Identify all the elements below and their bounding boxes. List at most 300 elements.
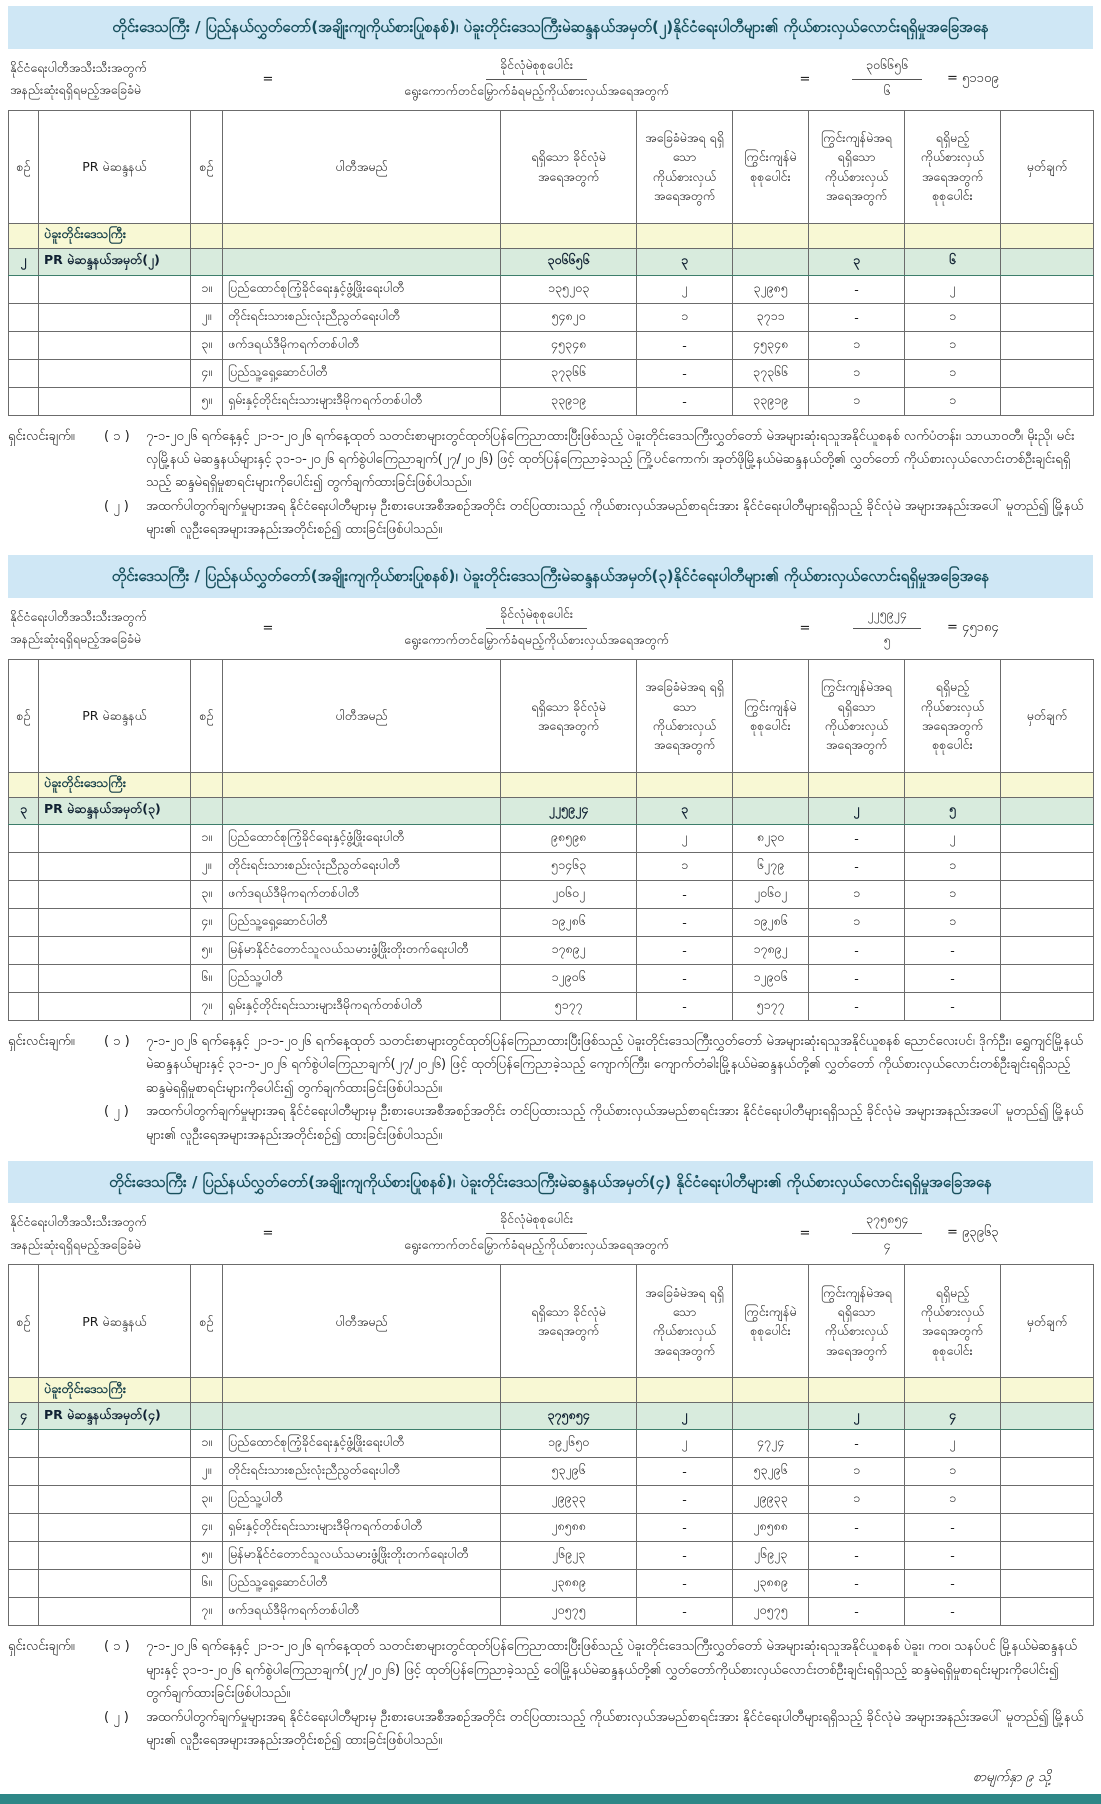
formula-values-fraction xyxy=(827,606,947,651)
party-no-cell: ၂။ xyxy=(191,1458,223,1486)
party-base_seats-cell: - xyxy=(637,936,733,964)
party-no-cell: ၅။ xyxy=(191,1542,223,1570)
party-base_seats-cell: ၁ xyxy=(637,852,733,880)
summary-base_seats-cell: ၃ xyxy=(637,797,733,824)
formula-label xyxy=(10,1211,246,1256)
party-name-cell: မြန်မာနိုင်ငံတောင်သူလယ်သမားဖွံ့ဖြိုးတိုးတက်ရေးပါတီ xyxy=(223,936,501,964)
empty-cell xyxy=(191,1378,223,1403)
empty-cell xyxy=(9,275,39,303)
note-items xyxy=(104,1030,1087,1147)
party-name-cell: ရှမ်းနှင့်တိုင်းရင်းသားများဒီမိုကရက်တစ်ပါတီ xyxy=(223,387,501,415)
empty-cell xyxy=(223,1403,501,1430)
header-row xyxy=(9,110,1094,223)
party-name-cell: တိုင်းရင်းသားစည်းလုံးညီညွတ်ရေးပါတီ xyxy=(223,1458,501,1486)
report-section xyxy=(8,555,1093,1156)
party-valid_votes-cell: ၅၄၈၂၀ xyxy=(501,303,637,331)
party-base_seats-cell: ၂ xyxy=(637,275,733,303)
party-remark-cell xyxy=(1001,1514,1094,1542)
party-no-cell: ၂။ xyxy=(191,303,223,331)
bottom-accent-bar xyxy=(0,1794,1101,1804)
party-total_seats-cell: - xyxy=(905,1514,1001,1542)
party-row xyxy=(9,303,1094,331)
party-remainder_votes-cell: ၆၂၇၉ xyxy=(733,852,809,880)
summary-no-cell: ၄ xyxy=(9,1403,39,1430)
party-valid_votes-cell: ၅၁၇၇ xyxy=(501,992,637,1020)
party-remainder_seats-cell: ၁ xyxy=(809,1486,905,1514)
empty-cell xyxy=(39,1598,191,1626)
empty-cell xyxy=(39,359,191,387)
empty-cell xyxy=(223,772,501,797)
formula-fraction xyxy=(290,606,783,651)
party-valid_votes-cell: ၁၂၉၀၆ xyxy=(501,964,637,992)
party-remark-cell xyxy=(1001,1570,1094,1598)
party-remainder_seats-cell: - xyxy=(809,275,905,303)
party-base_seats-cell: - xyxy=(637,1542,733,1570)
party-total_seats-cell: ၁ xyxy=(905,331,1001,359)
constituency-summary-row xyxy=(9,1403,1094,1430)
party-remainder_votes-cell: ၂၈၅၈၈ xyxy=(733,1514,809,1542)
section-title: တိုင်းဒေသကြီး / ပြည်နယ်လွှတ်တော်(အချိုးကျကိုယ်စားပြုစနစ်)၊ ပဲခူးတိုင်းဒေသကြီးမဲဆန္ဒနယ်အမှတ်(၃)နိုင်ငံရေးပါတီများ၏ ကိုယ်စားလှယ်လောင်းရရှိမှုအခြေအနေ xyxy=(8,555,1093,598)
party-row xyxy=(9,824,1094,852)
summary-remark-cell xyxy=(1001,797,1094,824)
column-header: PR မဲဆန္ဒနယ် xyxy=(39,110,191,223)
party-total_seats-cell: ၁ xyxy=(905,387,1001,415)
empty-cell xyxy=(191,223,223,248)
party-row xyxy=(9,1514,1094,1542)
empty-cell xyxy=(9,387,39,415)
empty-cell xyxy=(809,223,905,248)
note-item xyxy=(104,495,1087,542)
party-remark-cell xyxy=(1001,992,1094,1020)
summary-constituency-cell: PR မဲဆန္ဒနယ်အမှတ်(၃) xyxy=(39,797,191,824)
party-total_seats-cell: ၁ xyxy=(905,880,1001,908)
party-remainder_votes-cell: ၂၆၉၂၃ xyxy=(733,1542,809,1570)
note-number: ( ၁ ) xyxy=(104,1639,130,1655)
column-header: အခြေခံမဲအရ ရရှိသော ကိုယ်စားလှယ် အရေအတွက် xyxy=(637,110,733,223)
party-remainder_votes-cell: ၃၂၉၈၅ xyxy=(733,275,809,303)
party-row xyxy=(9,1570,1094,1598)
equals-sign: = xyxy=(799,71,811,87)
party-no-cell: ၅။ xyxy=(191,387,223,415)
equals-sign: = xyxy=(262,1226,274,1242)
results-table xyxy=(8,659,1094,1021)
equals-sign: = xyxy=(262,71,274,87)
empty-cell xyxy=(39,387,191,415)
region-label-cell: ပဲခူးတိုင်းဒေသကြီး xyxy=(39,772,191,797)
empty-cell xyxy=(501,1378,637,1403)
party-remainder_seats-cell: ၁ xyxy=(809,1458,905,1486)
party-remark-cell xyxy=(1001,387,1094,415)
empty-cell xyxy=(733,1378,809,1403)
notes-label: ရှင်းလင်းချက်။ xyxy=(8,1639,75,1655)
empty-cell xyxy=(9,824,39,852)
empty-cell xyxy=(905,1378,1001,1403)
notes-label: ရှင်းလင်းချက်။ xyxy=(8,428,75,444)
party-valid_votes-cell: ၃၃၉၁၉ xyxy=(501,387,637,415)
empty-cell xyxy=(637,223,733,248)
column-header: မှတ်ချက် xyxy=(1001,659,1094,772)
party-remainder_seats-cell: - xyxy=(809,852,905,880)
empty-cell xyxy=(223,1378,501,1403)
party-remainder_votes-cell: ၂၃၈၈၉ xyxy=(733,1570,809,1598)
empty-cell xyxy=(9,303,39,331)
summary-no-cell: ၃ xyxy=(9,797,39,824)
party-remainder_votes-cell: ၂၀၆၀၂ xyxy=(733,880,809,908)
column-header: ပါတီအမည် xyxy=(223,110,501,223)
party-total_seats-cell: ၂ xyxy=(905,275,1001,303)
empty-cell xyxy=(39,964,191,992)
party-row xyxy=(9,359,1094,387)
empty-cell xyxy=(9,331,39,359)
summary-constituency-cell: PR မဲဆန္ဒနယ်အမှတ်(၂) xyxy=(39,248,191,275)
party-valid_votes-cell: ၅၃၂၉၆ xyxy=(501,1458,637,1486)
party-remainder_seats-cell: - xyxy=(809,992,905,1020)
party-remark-cell xyxy=(1001,331,1094,359)
party-remainder_seats-cell: ၁ xyxy=(809,359,905,387)
party-row xyxy=(9,1430,1094,1458)
note-number: ( ၂ ) xyxy=(104,1104,129,1120)
empty-cell xyxy=(9,1458,39,1486)
party-remark-cell xyxy=(1001,880,1094,908)
party-base_seats-cell: ၂ xyxy=(637,824,733,852)
party-remark-cell xyxy=(1001,852,1094,880)
quota-formula xyxy=(8,1209,1093,1264)
party-name-cell: ဖက်ဒရယ်ဒီမိုကရက်တစ်ပါတီ xyxy=(223,1598,501,1626)
party-total_seats-cell: - xyxy=(905,936,1001,964)
party-base_seats-cell: - xyxy=(637,359,733,387)
summary-valid_votes-cell: ၃၀၆၆၅၆ xyxy=(501,248,637,275)
empty-cell xyxy=(9,772,39,797)
constituency-summary-row xyxy=(9,797,1094,824)
formula-label-line1: နိုင်ငံရေးပါတီအသီးသီးအတွက် xyxy=(10,1214,147,1230)
fraction-denominator-value: ၄ xyxy=(883,1237,891,1253)
formula-label-line1: နိုင်ငံရေးပါတီအသီးသီးအတွက် xyxy=(10,59,147,75)
formula-fraction xyxy=(290,1211,783,1256)
column-header: ကြွင်းကျန်မဲ စုစုပေါင်း xyxy=(733,659,809,772)
summary-constituency-cell: PR မဲဆန္ဒနယ်အမှတ်(၄) xyxy=(39,1403,191,1430)
column-header: စဉ် xyxy=(9,659,39,772)
column-header: PR မဲဆန္ဒနယ် xyxy=(39,1265,191,1378)
column-header: စဉ် xyxy=(191,110,223,223)
party-base_seats-cell: - xyxy=(637,964,733,992)
party-total_seats-cell: - xyxy=(905,1598,1001,1626)
fraction-denominator-label: ရွေးကောက်တင်မြှောက်ခံရမည့်ကိုယ်စားလှယ်အရေအတွက် xyxy=(404,82,669,98)
party-no-cell: ၃။ xyxy=(191,1486,223,1514)
party-remainder_seats-cell: ၁ xyxy=(809,880,905,908)
empty-cell xyxy=(809,772,905,797)
party-row xyxy=(9,331,1094,359)
sections-container xyxy=(8,6,1093,1762)
party-valid_votes-cell: ၁၃၅၂၀၃ xyxy=(501,275,637,303)
party-remainder_seats-cell: - xyxy=(809,1598,905,1626)
party-name-cell: ပြည်သူ့ရှေ့ဆောင်ပါတီ xyxy=(223,908,501,936)
note-item xyxy=(104,1635,1087,1705)
party-valid_votes-cell: ၁၉၂၆၅၀ xyxy=(501,1430,637,1458)
empty-cell xyxy=(637,1378,733,1403)
empty-cell xyxy=(223,797,501,824)
column-header: ရရှိသော ခိုင်လုံမဲအရေအတွက် xyxy=(501,110,637,223)
formula-values-fraction xyxy=(827,1211,947,1256)
empty-cell xyxy=(637,772,733,797)
empty-cell xyxy=(1001,772,1094,797)
note-number: ( ၂ ) xyxy=(104,1709,129,1725)
party-base_seats-cell: - xyxy=(637,1486,733,1514)
column-header: ရရှိမည့် ကိုယ်စားလှယ် အရေအတွက် စုစုပေါင်း xyxy=(905,110,1001,223)
region-row xyxy=(9,223,1094,248)
table-head xyxy=(9,659,1094,772)
empty-cell xyxy=(9,1514,39,1542)
fraction-numerator-label: ခိုင်လုံမဲစုစုပေါင်း xyxy=(486,57,587,80)
party-row xyxy=(9,275,1094,303)
formula-fraction xyxy=(290,57,783,102)
party-valid_votes-cell: ၂၀၅၇၅ xyxy=(501,1598,637,1626)
party-name-cell: ပြည်သူ့ပါတီ xyxy=(223,1486,501,1514)
note-text: အထက်ပါတွက်ချက်မှုများအရ နိုင်ငံရေးပါတီများမှ ဦးစားပေးအစီအစဉ်အတိုင်း တင်ပြထားသည့် ကိုယ်စားလှယ်အမည်စာရင်းအား နိုင်ငံရေးပါတီများရရှိသည့် ခိုင်လုံမဲ အများအနည်းအပေါ် မူတည်၍ မြို့နယ်များ၏ လူဦးရေအများအနည်းအတိုင်းစဉ်၍ ထားခြင်းဖြစ်ပါသည်။ xyxy=(146,1709,1084,1748)
page-footer-note: စာမျက်နှာ ၉ သို့ xyxy=(973,1769,1051,1786)
empty-cell xyxy=(39,1542,191,1570)
party-remainder_votes-cell: ၁၂၉၀၆ xyxy=(733,964,809,992)
party-remainder_votes-cell: ၁၉၂၈၆ xyxy=(733,908,809,936)
column-header: စဉ် xyxy=(9,110,39,223)
empty-cell xyxy=(39,303,191,331)
empty-cell xyxy=(9,1570,39,1598)
party-remainder_votes-cell: ၂၀၅၇၅ xyxy=(733,1598,809,1626)
empty-cell xyxy=(9,964,39,992)
column-header: PR မဲဆန္ဒနယ် xyxy=(39,659,191,772)
empty-cell xyxy=(191,772,223,797)
party-remainder_votes-cell: ၄၅၃၄၈ xyxy=(733,331,809,359)
party-name-cell: တိုင်းရင်းသားစည်းလုံးညီညွတ်ရေးပါတီ xyxy=(223,852,501,880)
table-body xyxy=(9,1378,1094,1626)
column-header: ပါတီအမည် xyxy=(223,1265,501,1378)
empty-cell xyxy=(501,772,637,797)
party-no-cell: ၃။ xyxy=(191,880,223,908)
fraction-denominator-value: ၆ xyxy=(883,82,891,98)
region-row xyxy=(9,1378,1094,1403)
note-item xyxy=(104,1100,1087,1147)
summary-remainder_votes-cell xyxy=(733,1403,809,1430)
party-base_seats-cell: - xyxy=(637,1570,733,1598)
party-no-cell: ၃။ xyxy=(191,331,223,359)
party-total_seats-cell: ၂ xyxy=(905,824,1001,852)
party-remainder_votes-cell: ၂၉၉၃၃ xyxy=(733,1486,809,1514)
party-valid_votes-cell: ၁၉၂၈၆ xyxy=(501,908,637,936)
party-remainder_seats-cell: - xyxy=(809,964,905,992)
party-no-cell: ၇။ xyxy=(191,1598,223,1626)
empty-cell xyxy=(1001,223,1094,248)
party-total_seats-cell: ၁ xyxy=(905,1458,1001,1486)
empty-cell xyxy=(39,936,191,964)
empty-cell xyxy=(191,1403,223,1430)
fraction-numerator-label: ခိုင်လုံမဲစုစုပေါင်း xyxy=(486,1211,587,1234)
party-remainder_seats-cell: - xyxy=(809,1570,905,1598)
party-row xyxy=(9,992,1094,1020)
party-row xyxy=(9,387,1094,415)
region-row xyxy=(9,772,1094,797)
empty-cell xyxy=(9,223,39,248)
party-valid_votes-cell: ၃၇၃၆၆ xyxy=(501,359,637,387)
note-text: ၇-၁-၂၀၂၆ ရက်နေ့နှင့် ၂၁-၁-၂၀၂၆ ရက်နေ့ထုတ် သတင်းစာများတွင်ထုတ်ပြန်ကြေညာထားပြီးဖြစ်သည့် ပဲခူးတိုင်းဒေသကြီးလွှတ်တော် မဲအများဆုံးရသူအနိုင်ယူစနစ် ပဲခူး၊ ကဝ၊ သနပ်ပင် မြို့နယ်မဲဆန္ဒနယ်များနှင့် ၃၁-၁-၂၀၂၆ ရက်စွဲပါကြေညာချက်(၂၇/၂၀၂၆) ဖြင့် ထုတ်ပြန်ကြေညာခဲ့သည့် ဝေါမြို့နယ်မဲဆန္ဒနယ်တို့၏ လွှတ်တော်ကိုယ်စားလှယ်လောင်းတစ်ဦးချင်းရရှိသည့် ဆန္ဒမဲရရှိမှုစာရင်းများကိုပေါင်း၍ တွက်ချက်ထားခြင်းဖြစ်ပါသည်။ xyxy=(146,1639,1077,1702)
note-item xyxy=(104,425,1087,495)
party-no-cell: ၁။ xyxy=(191,824,223,852)
empty-cell xyxy=(191,248,223,275)
empty-cell xyxy=(733,772,809,797)
party-remark-cell xyxy=(1001,275,1094,303)
note-text: ၇-၁-၂၀၂၆ ရက်နေ့နှင့် ၂၁-၁-၂၀၂၆ ရက်နေ့ထုတ် သတင်းစာများတွင်ထုတ်ပြန်ကြေညာထားပြီးဖြစ်သည့် ပဲခူးတိုင်းဒေသကြီးလွှတ်တော် မဲအများဆုံးရသူအနိုင်ယူစနစ် ညောင်လေးပင်၊ ဒိုက်ဦး၊ ရွှေကျင်မြို့နယ်မဲဆန္ဒနယ်များနှင့် ၃၁-၁-၂၀၂၆ ရက်စွဲပါကြေညာချက်(၂၇/၂၀၂၆) ဖြင့် ထုတ်ပြန်ကြေညာခဲ့သည့် ကျောက်ကြီး၊ ကျောက်တံခါးမြို့နယ်မဲဆန္ဒနယ်တို့၏ လွှတ်တော် ကိုယ်စားလှယ်လောင်းတစ်ဦးချင်းရရှိသည့် ဆန္ဒမဲရရှိမှုစာရင်းများကိုပေါင်း၍ တွက်ချက်ထားခြင်းဖြစ်ပါသည်။ xyxy=(146,1033,1083,1096)
fraction-numerator-label: ခိုင်လုံမဲစုစုပေါင်း xyxy=(486,606,587,629)
empty-cell xyxy=(39,1458,191,1486)
quota-result: = ၉၃၉၆၃ xyxy=(947,1225,999,1241)
party-base_seats-cell: - xyxy=(637,992,733,1020)
party-no-cell: ၄။ xyxy=(191,1514,223,1542)
party-total_seats-cell: - xyxy=(905,964,1001,992)
party-total_seats-cell: ၁ xyxy=(905,303,1001,331)
party-no-cell: ၇။ xyxy=(191,992,223,1020)
empty-cell xyxy=(9,852,39,880)
party-remainder_votes-cell: ၃၇၁၁ xyxy=(733,303,809,331)
column-header: ကြွင်းကျန်မဲ စုစုပေါင်း xyxy=(733,110,809,223)
party-row xyxy=(9,1598,1094,1626)
column-header: ကြွင်းကျန်မဲအရ ရရှိသော ကိုယ်စားလှယ် အရေအတွက် xyxy=(809,110,905,223)
formula-values-fraction xyxy=(827,57,947,102)
party-valid_votes-cell: ၂၀၆၀၂ xyxy=(501,880,637,908)
results-table xyxy=(8,110,1094,416)
fraction-numerator-value: ၃၀၆၆၅၆ xyxy=(852,57,922,80)
fraction-denominator-value: ၅ xyxy=(883,631,891,647)
party-base_seats-cell: ၁ xyxy=(637,303,733,331)
empty-cell xyxy=(39,1570,191,1598)
party-base_seats-cell: - xyxy=(637,908,733,936)
party-remainder_votes-cell: ၈၂၃၀ xyxy=(733,824,809,852)
party-valid_votes-cell: ၂၆၉၂၃ xyxy=(501,1542,637,1570)
column-header: စဉ် xyxy=(9,1265,39,1378)
empty-cell xyxy=(39,1430,191,1458)
party-remainder_votes-cell: ၁၇၈၉၂ xyxy=(733,936,809,964)
party-remainder_seats-cell: ၁ xyxy=(809,387,905,415)
summary-remainder_seats-cell: ၂ xyxy=(809,797,905,824)
summary-remainder_votes-cell xyxy=(733,248,809,275)
summary-remainder_seats-cell: ၃ xyxy=(809,248,905,275)
party-remainder_seats-cell: ၁ xyxy=(809,331,905,359)
summary-total_seats-cell: ၆ xyxy=(905,248,1001,275)
summary-remainder_seats-cell: ၂ xyxy=(809,1403,905,1430)
empty-cell xyxy=(9,1598,39,1626)
note-items xyxy=(104,425,1087,542)
column-header: မှတ်ချက် xyxy=(1001,110,1094,223)
party-name-cell: ရှမ်းနှင့်တိုင်းရင်းသားများဒီမိုကရက်တစ်ပါတီ xyxy=(223,1514,501,1542)
empty-cell xyxy=(9,1378,39,1403)
empty-cell xyxy=(223,223,501,248)
formula-label-line2: အနည်းဆုံးရရှိရမည့်အခြေခံမဲ xyxy=(10,82,142,97)
column-header: ကြွင်းကျန်မဲ စုစုပေါင်း xyxy=(733,1265,809,1378)
formula-label-line2: အနည်းဆုံးရရှိရမည့်အခြေခံမဲ xyxy=(10,631,142,647)
table-head xyxy=(9,110,1094,223)
region-label-cell: ပဲခူးတိုင်းဒေသကြီး xyxy=(39,1378,191,1403)
party-base_seats-cell: - xyxy=(637,1598,733,1626)
header-row xyxy=(9,659,1094,772)
party-remark-cell xyxy=(1001,359,1094,387)
party-remark-cell xyxy=(1001,936,1094,964)
party-remainder_votes-cell: ၄၇၂၄ xyxy=(733,1430,809,1458)
party-remainder_seats-cell: - xyxy=(809,1542,905,1570)
empty-cell xyxy=(9,1542,39,1570)
empty-cell xyxy=(39,908,191,936)
table-head xyxy=(9,1265,1094,1378)
party-name-cell: ပြည်သူ့ပါတီ xyxy=(223,964,501,992)
notes-block xyxy=(8,1021,1093,1157)
party-no-cell: ၆။ xyxy=(191,1570,223,1598)
quota-result: = ၄၅၁၈၄ xyxy=(947,619,999,635)
empty-cell xyxy=(9,936,39,964)
party-name-cell: ဖက်ဒရယ်ဒီမိုကရက်တစ်ပါတီ xyxy=(223,331,501,359)
empty-cell xyxy=(905,223,1001,248)
column-header: ရရှိသော ခိုင်လုံမဲအရေအတွက် xyxy=(501,1265,637,1378)
party-row xyxy=(9,1458,1094,1486)
party-row xyxy=(9,908,1094,936)
party-row xyxy=(9,936,1094,964)
summary-remark-cell xyxy=(1001,1403,1094,1430)
quota-formula xyxy=(8,604,1093,659)
column-header: ရရှိသော ခိုင်လုံမဲအရေအတွက် xyxy=(501,659,637,772)
empty-cell xyxy=(9,908,39,936)
summary-total_seats-cell: ၄ xyxy=(905,1403,1001,1430)
note-text: ၇-၁-၂၀၂၆ ရက်နေ့နှင့် ၂၁-၁-၂၀၂၆ ရက်နေ့ထုတ် သတင်းစာများတွင်ထုတ်ပြန်ကြေညာထားပြီးဖြစ်သည့် ပဲခူးတိုင်းဒေသကြီးလွှတ်တော် မဲအများဆုံးရသူအနိုင်ယူစနစ် လက်ပံတန်း၊ သာယာဝတီ၊ မိုးညို၊ မင်းလှမြို့နယ် မဲဆန္ဒနယ်များနှင့် ၃၁-၁-၂၀၂၆ ရက်စွဲပါကြေညာချက်(၂၇/၂၀၂၆) ဖြင့် ထုတ်ပြန်ကြေညာခဲ့သည့် ကြို့ပင်ကောက်၊ အုတ်ဖိုမြို့နယ်မဲဆန္ဒနယ်တို့၏ လွှတ်တော် ကိုယ်စားလှယ်လောင်းတစ်ဦးချင်းရရှိသည့် ဆန္ဒမဲရရှိမှုစာရင်းများကိုပေါင်း၍ တွက်ချက်ထားခြင်းဖြစ်ပါသည်။ xyxy=(146,428,1075,491)
party-remainder_seats-cell: - xyxy=(809,1514,905,1542)
column-header: ပါတီအမည် xyxy=(223,659,501,772)
party-name-cell: ဖက်ဒရယ်ဒီမိုကရက်တစ်ပါတီ xyxy=(223,880,501,908)
party-total_seats-cell: ၁ xyxy=(905,359,1001,387)
formula-label xyxy=(10,606,246,651)
party-total_seats-cell: ၂ xyxy=(905,1430,1001,1458)
party-valid_votes-cell: ၂၉၉၃၃ xyxy=(501,1486,637,1514)
report-section xyxy=(8,6,1093,551)
header-row xyxy=(9,1265,1094,1378)
column-header: အခြေခံမဲအရ ရရှိသော ကိုယ်စားလှယ် အရေအတွက် xyxy=(637,1265,733,1378)
party-no-cell: ၅။ xyxy=(191,936,223,964)
report-section xyxy=(8,1161,1093,1762)
summary-remark-cell xyxy=(1001,248,1094,275)
empty-cell xyxy=(39,992,191,1020)
party-no-cell: ၄။ xyxy=(191,908,223,936)
summary-valid_votes-cell: ၂၂၅၉၂၄ xyxy=(501,797,637,824)
quota-result: = ၅၁၁၀၉ xyxy=(947,70,999,86)
party-name-cell: မြန်မာနိုင်ငံတောင်သူလယ်သမားဖွံ့ဖြိုးတိုးတက်ရေးပါတီ xyxy=(223,1542,501,1570)
section-title: တိုင်းဒေသကြီး / ပြည်နယ်လွှတ်တော်(အချိုးကျကိုယ်စားပြုစနစ်)၊ ပဲခူးတိုင်းဒေသကြီးမဲဆန္ဒနယ်အမှတ်(၄) နိုင်ငံရေးပါတီများ၏ ကိုယ်စားလှယ်လောင်းရရှိမှုအခြေအနေ xyxy=(8,1161,1093,1204)
fraction-numerator-value: ၃၇၅၈၅၄ xyxy=(852,1211,922,1234)
party-valid_votes-cell: ၂၈၅၈၈ xyxy=(501,1514,637,1542)
empty-cell xyxy=(9,359,39,387)
empty-cell xyxy=(1001,1378,1094,1403)
empty-cell xyxy=(39,880,191,908)
note-text: အထက်ပါတွက်ချက်မှုများအရ နိုင်ငံရေးပါတီများမှ ဦးစားပေးအစီအစဉ်အတိုင်း တင်ပြထားသည့် ကိုယ်စားလှယ်အမည်စာရင်းအား နိုင်ငံရေးပါတီများရရှိသည့် ခိုင်လုံမဲ အများအနည်းအပေါ် မူတည်၍ မြို့နယ်များ၏ လူဦးရေအများအနည်းအတိုင်းစဉ်၍ ထားခြင်းဖြစ်ပါသည်။ xyxy=(146,1104,1084,1143)
empty-cell xyxy=(809,1378,905,1403)
note-text: အထက်ပါတွက်ချက်မှုများအရ နိုင်ငံရေးပါတီများမှ ဦးစားပေးအစီအစဉ်အတိုင်း တင်ပြထားသည့် ကိုယ်စားလှယ်အမည်စာရင်းအား နိုင်ငံရေးပါတီများရရှိသည့် ခိုင်လုံမဲ အများအနည်းအပေါ် မူတည်၍ မြို့နယ်များ၏ လူဦးရေအများအနည်းအတိုင်းစဉ်၍ ထားခြင်းဖြစ်ပါသည်။ xyxy=(146,498,1084,538)
party-remark-cell xyxy=(1001,303,1094,331)
empty-cell xyxy=(39,1514,191,1542)
equals-sign: = xyxy=(262,620,274,636)
notes-block xyxy=(8,1626,1093,1762)
party-remainder_votes-cell: ၅၃၂၉၆ xyxy=(733,1458,809,1486)
party-total_seats-cell: ၁ xyxy=(905,1486,1001,1514)
empty-cell xyxy=(39,852,191,880)
party-valid_votes-cell: ၅၁၄၆၃ xyxy=(501,852,637,880)
party-row xyxy=(9,852,1094,880)
empty-cell xyxy=(39,331,191,359)
region-label-cell: ပဲခူးတိုင်းဒေသကြီး xyxy=(39,223,191,248)
empty-cell xyxy=(9,992,39,1020)
column-header: ရရှိမည့် ကိုယ်စားလှယ် အရေအတွက် စုစုပေါင်း xyxy=(905,1265,1001,1378)
fraction-numerator-value: ၂၂၅၉၂၄ xyxy=(853,606,921,629)
